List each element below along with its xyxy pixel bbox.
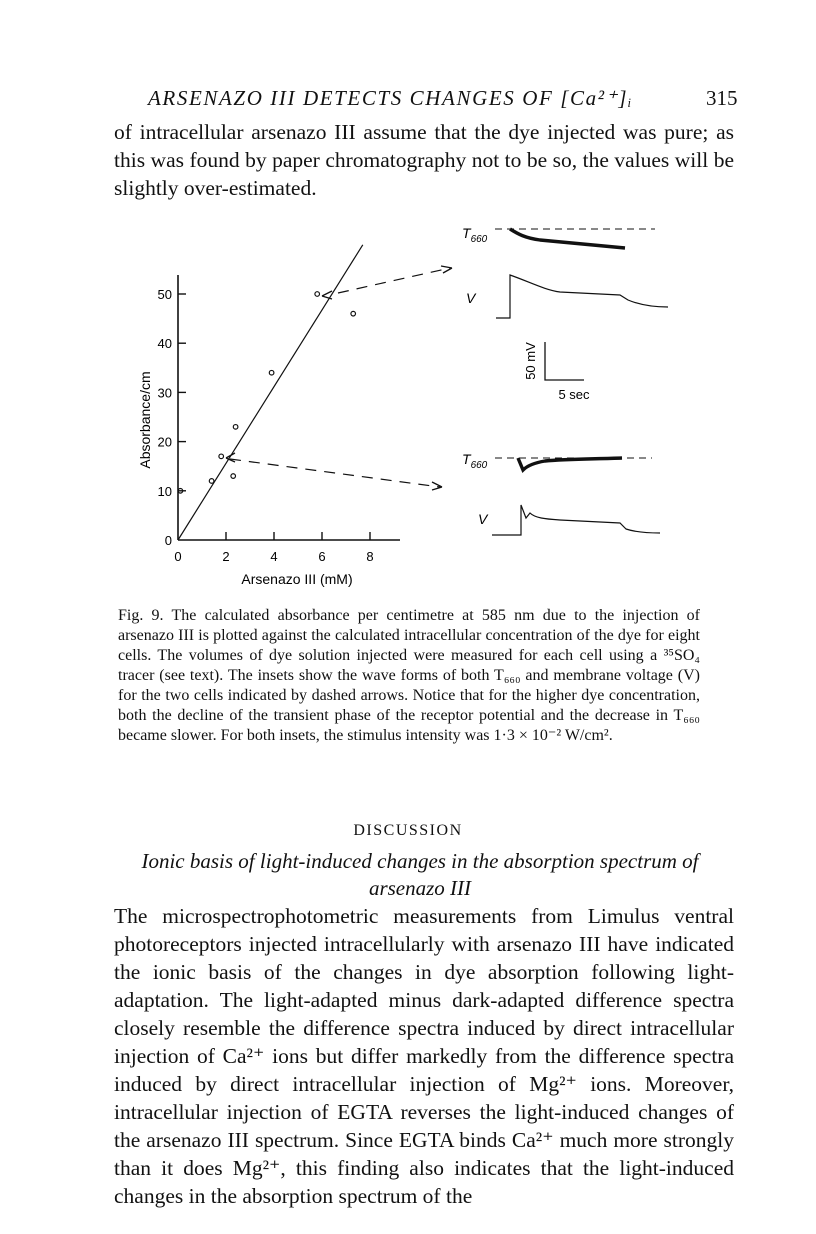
x-ticks — [174, 532, 373, 564]
upper-t660-label: $T_{660}$ — [462, 225, 488, 245]
section-subheading: Ionic basis of light-induced changes in the absorption spectrum of arsenazo III — [141, 849, 699, 900]
discussion-paragraph: The microspectrophotometric measurements from Limulus ventral photoreceptors injected intracellularly with arsenazo III have indicated the ionic basis of the changes in dye absorption following light-adaptation. The light-adapted minus dark-adapted difference spectra closely resemble the difference spectra induced by direct intracellular injection of Ca²⁺ ions but differ markedly from the difference spectra induced by direct intracellular injection of Mg²⁺ ions. Moreover, intracellular injection of EGTA reverses the light-induced changes of the arsenazo III spectrum. Since EGTA binds Ca²⁺ much more strongly than it does Mg²⁺, this finding also indicates that the light-induced changes in the absorption spectrum of the — [114, 904, 734, 1208]
figure-9 — [0, 210, 816, 600]
x-tick-label: 4 — [270, 549, 278, 564]
y-axis-label: Absorbance/cm — [137, 371, 153, 469]
caption-text: The calculated absorbance per centimetre at 585 nm due to the injection of arsenazo III is plotted against the calculated intracellular concentration of the dye for eight cells. The volumes of dye solution injected were measured for each cell using a ³⁵SO₄ tracer (see text). The insets show the wave forms of both T₆₆₀ and membrane voltage (V) for the two cells indicated by dashed arrows. Notice that for the higher dye concentration, both the decline of the transient phase of the receptor potential and the decrease in T₆₆₀ became slower. For both insets, the stimulus intensity was 1·3 × 10⁻² W/cm². — [118, 607, 700, 744]
intro-paragraph: of intracellular arsenazo III assume that the dye injected was pure; as this was found by paper chromatography not to be so, the values will be slightly over-estimated. — [114, 120, 734, 200]
page-number: 315 — [706, 86, 738, 110]
y-tick-label: 30 — [157, 385, 172, 401]
running-header: ARSENAZO III DETECTS CHANGES OF [Ca²⁺]ᵢ — [148, 86, 634, 110]
upper-point-arrowhead — [322, 291, 332, 299]
data-point — [233, 425, 238, 430]
x-tick-label: 6 — [318, 549, 326, 564]
data-point — [315, 292, 320, 297]
data-point — [219, 454, 224, 459]
upper-t660-trace — [510, 229, 625, 248]
x-axis-label: Arsenazo III (mM) — [241, 571, 353, 587]
lower-voltage-trace — [492, 505, 660, 535]
y-ticks — [158, 287, 186, 548]
y-tick-label: 50 — [157, 287, 172, 302]
data-points — [178, 292, 355, 493]
lower-v-label: V — [478, 511, 488, 527]
lower-t660-trace — [518, 458, 622, 470]
y-tick-label: 40 — [157, 336, 172, 352]
lower-dashed-arrow — [230, 459, 440, 487]
fit-line — [178, 245, 363, 540]
data-point — [351, 311, 356, 316]
figure-caption — [118, 606, 700, 746]
upper-v-label: V — [466, 290, 476, 306]
data-point — [209, 479, 214, 484]
y-tick-label: 10 — [157, 483, 172, 499]
scale-bar-voltage: 50 mV — [523, 342, 538, 380]
x-tick-label: 0 — [174, 549, 182, 564]
data-point — [269, 370, 274, 375]
discussion-heading: DISCUSSION — [353, 822, 463, 839]
scale-bar — [545, 342, 584, 380]
upper-dashed-arrow — [338, 268, 450, 293]
upper-arrowhead — [441, 266, 452, 273]
x-tick-label: 8 — [366, 549, 374, 564]
lower-t660-label: $T_{660}$ — [462, 451, 488, 471]
data-point — [231, 474, 236, 479]
lower-arrowhead — [432, 482, 442, 490]
y-tick-label: 20 — [157, 434, 172, 450]
y-tick-label: 0 — [164, 533, 172, 548]
figure-label: Fig. 9. — [118, 607, 164, 624]
upper-voltage-trace — [496, 275, 668, 318]
x-tick-label: 2 — [222, 549, 230, 564]
scale-bar-time: 5 sec — [558, 387, 590, 402]
